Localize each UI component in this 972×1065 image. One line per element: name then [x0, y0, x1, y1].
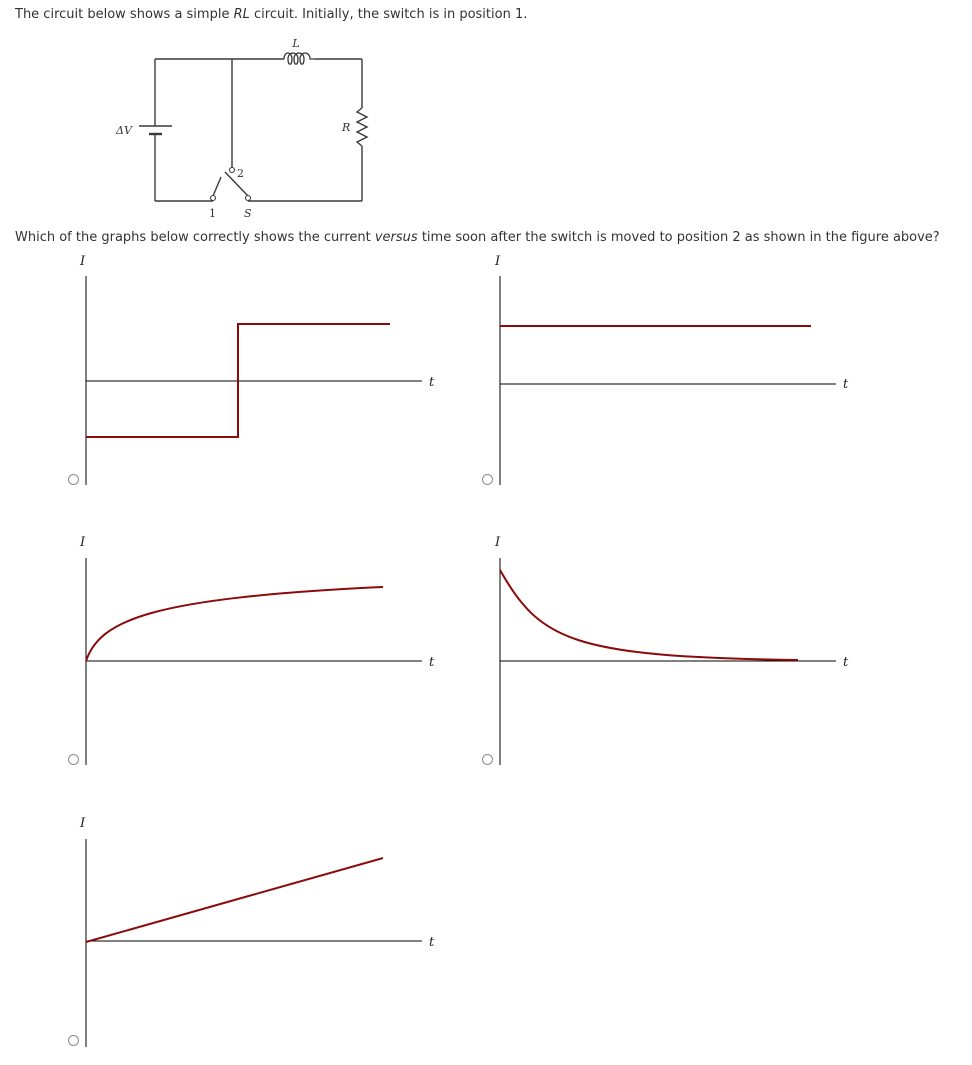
battery-label: ΔV	[116, 124, 132, 137]
option-decaying-y-label: I	[495, 535, 501, 550]
option-linear-curve	[86, 858, 383, 942]
option-constant-y-label: I	[495, 254, 501, 269]
intro-suffix: circuit. Initially, the switch is in position 1.	[249, 7, 528, 22]
option-step-y-label: I	[80, 254, 86, 269]
option-rising-y-label: I	[80, 535, 86, 550]
prompt-emph: versus	[374, 230, 418, 245]
intro-emph: RL	[233, 7, 250, 22]
switch-label: S	[244, 207, 252, 220]
intro-prefix: The circuit below shows a simple	[15, 7, 234, 22]
prompt-suffix: time soon after the switch is moved to position 2 as shown in the figure above?	[417, 230, 940, 245]
option-decaying-curve	[500, 570, 798, 660]
option-linear-x-label: t	[429, 935, 435, 950]
option-constant-x-label: t	[843, 377, 849, 392]
prompt-prefix: Which of the graphs below correctly shows the current	[15, 230, 375, 245]
option-decaying-radio[interactable]	[482, 754, 493, 765]
option-rising-curve	[86, 587, 383, 661]
position-1-label: 1	[209, 207, 216, 220]
option-linear-y-label: I	[80, 816, 86, 831]
inductor-label: L	[292, 37, 300, 50]
option-rising-radio[interactable]	[68, 754, 79, 765]
option-decaying-x-label: t	[843, 655, 849, 670]
option-step-x-label: t	[429, 375, 435, 390]
option-constant-radio[interactable]	[482, 474, 493, 485]
resistor-label: R	[342, 121, 351, 134]
position-2-label: 2	[237, 167, 244, 180]
option-linear-radio[interactable]	[68, 1035, 79, 1046]
option-rising-x-label: t	[429, 655, 435, 670]
option-step-radio[interactable]	[68, 474, 79, 485]
